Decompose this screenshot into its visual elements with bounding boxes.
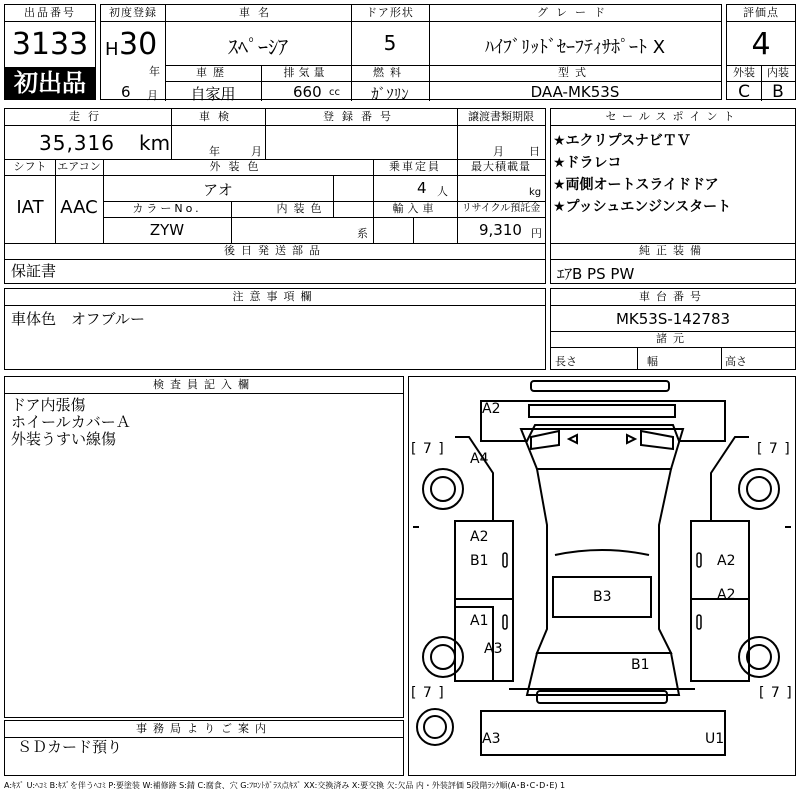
color: アオ (203, 181, 233, 199)
displacement-label: 排気量 (283, 66, 329, 79)
fuel-label: 燃料 (373, 66, 407, 79)
inspector-label: 検査員記入欄 (153, 378, 255, 391)
capacity-unit: 人 (437, 185, 448, 198)
year-unit: 年 (149, 65, 160, 78)
aircon-label: エアコン (57, 160, 101, 173)
tire-right-rear: [ 7 ] (759, 685, 793, 701)
mark-left-rear-fender: A3 (484, 641, 503, 657)
era: H (105, 39, 119, 60)
chassis-box (550, 288, 796, 370)
equipment: ｴｱB PS PW (557, 265, 635, 283)
later-parts-label: 後日発送部品 (224, 244, 326, 257)
sales-point-4: ★プッシュエンジンスタート (553, 199, 732, 215)
chassis-number: MK53S-142783 (615, 310, 731, 328)
tire-left-rear: [ 7 ] (411, 685, 445, 701)
history: 自家用 (190, 85, 236, 103)
capacity: 4 (417, 179, 427, 197)
year: 30 (119, 27, 158, 62)
notes-box (4, 288, 546, 370)
sales-point-1: ★エクリプスナビＴＶ (553, 133, 691, 149)
details-box (4, 108, 546, 284)
legend: A:ｷｽﾞ U:ﾍｺﾐ B:ｷｽﾞを伴うﾍｺﾐ P:要塗装 W:補修跡 S:錆 C:腐食、穴 G:ﾌﾛﾝﾄｶﾞﾗｽ点ｷｽﾞ XX:交換済み X:要交換 欠:欠品 内・外装評価 5段階ﾗﾝｸ順(A･B･C･D･E) 1 (4, 781, 566, 790)
width-label: 幅 (647, 355, 658, 368)
length-label: 長さ (555, 355, 577, 368)
month-unit: 月 (147, 89, 158, 102)
interior-color-unit: 系 (357, 227, 368, 240)
exterior-label: 外装 (733, 66, 755, 79)
interior-grade: B (772, 82, 784, 102)
equipment-label: 純正装備 (639, 244, 707, 257)
reg-no-label: 登録番号 (323, 110, 399, 123)
mark-left-front-door: A2 (470, 529, 489, 545)
inspector-line-1: ドア内張傷 (11, 396, 86, 414)
lot-label: 出品番号 (24, 6, 76, 19)
displacement: 660 (293, 83, 322, 101)
capacity-label: 乗車定員 (389, 160, 441, 173)
mileage-label: 走行 (69, 110, 107, 123)
load-label: 最大積載量 (471, 160, 531, 173)
shift-label: シフト (13, 160, 47, 173)
height-label: 高さ (725, 355, 747, 368)
color-no: ZYW (149, 221, 185, 239)
notes-text: 車体色 オフブルー (11, 310, 145, 328)
mark-right-rear-door: A2 (717, 587, 736, 603)
inspection-year-unit: 年 (209, 145, 220, 158)
later-parts: 保証書 (11, 262, 57, 280)
inspector-line-3: 外装うすい線傷 (11, 430, 117, 448)
office-box (4, 720, 404, 776)
inspection-month-unit: 月 (251, 145, 262, 158)
mark-front-bumper: A2 (482, 401, 501, 417)
sales-point-3: ★両側オートスライドドア (553, 177, 719, 193)
color-label: 外装色 (209, 160, 267, 173)
exterior-grade: C (738, 82, 750, 102)
score-box (726, 4, 796, 100)
car-name-label: 車名 (239, 6, 277, 19)
tire-left-front: [ 7 ] (411, 441, 445, 457)
model-label: 型式 (558, 66, 592, 79)
interior-label: 内装 (767, 66, 789, 79)
grade: ﾊｲﾌﾞﾘｯﾄﾞｾｰﾌﾃｨｻﾎﾟｰﾄ X (484, 37, 666, 58)
model: DAA-MK53S (530, 83, 620, 101)
aircon: AAC (60, 197, 98, 218)
import-label: 輸入車 (392, 202, 438, 215)
transfer-month-unit: 月 (493, 145, 504, 158)
mark-rear-bumper-right: U1 (705, 731, 725, 747)
sales-points-label: セールスポイント (605, 110, 741, 123)
mark-left-fender: A4 (470, 451, 489, 467)
displacement-unit: cc (329, 87, 340, 98)
inspector-box (4, 376, 404, 718)
lot-number: 3133 (11, 27, 89, 62)
mileage: 35,316 (39, 131, 115, 155)
inspection-label: 車検 (199, 110, 237, 123)
interior-color-label: 内装色 (276, 202, 328, 215)
recycle: 9,310 (479, 221, 522, 239)
chassis-label: 車台番号 (639, 290, 707, 303)
shift: IAT (16, 197, 44, 218)
mark-rear-hatch: B1 (631, 657, 650, 673)
inspector-line-2: ホイールカバーＡ (11, 413, 131, 431)
recycle-unit: 円 (531, 227, 542, 240)
car-name: ｽﾍﾟｰｼｱ (228, 35, 288, 59)
mark-right-front-door: A2 (717, 553, 736, 569)
score-label: 評価点 (743, 6, 779, 19)
color-no-label: カラーNo. (132, 202, 202, 215)
mark-roof: B3 (593, 589, 612, 605)
transfer-label: 譲渡書類期限 (468, 110, 534, 123)
score: 4 (751, 27, 771, 62)
load-unit: kg (529, 187, 542, 198)
office-label: 事務局よりご案内 (136, 722, 272, 735)
month: 6 (121, 83, 131, 101)
history-label: 車歴 (196, 66, 230, 79)
mark-left-front-door-2: B1 (470, 553, 489, 569)
mark-left-rear-door: A1 (470, 613, 489, 629)
sales-points-box (550, 108, 796, 284)
transfer-day-unit: 日 (529, 145, 540, 158)
fuel: ｶﾞｿﾘﾝ (371, 85, 409, 103)
header-main-box (100, 4, 722, 103)
notes-label: 注意事項欄 (232, 290, 318, 303)
office-text: ＳＤカード預り (17, 738, 123, 756)
car-diagram (409, 377, 795, 775)
lot-box (4, 4, 96, 100)
car-diagram-box (408, 376, 796, 776)
specs-label: 諸元 (656, 332, 690, 345)
doors: 5 (383, 31, 397, 55)
grade-label: グレード (537, 6, 613, 19)
first-listing-text: 初出品 (14, 69, 86, 97)
sales-point-2: ★ドラレコ (553, 155, 622, 171)
first-reg-label: 初度登録 (109, 6, 157, 19)
tire-right-front: [ 7 ] (757, 441, 791, 457)
door-label: ドア形状 (366, 6, 414, 19)
first-listing-badge (5, 67, 95, 99)
mileage-unit: km (139, 131, 171, 155)
recycle-label: リサイクル預託金 (461, 203, 541, 214)
mark-rear-bumper-left: A3 (482, 731, 501, 747)
